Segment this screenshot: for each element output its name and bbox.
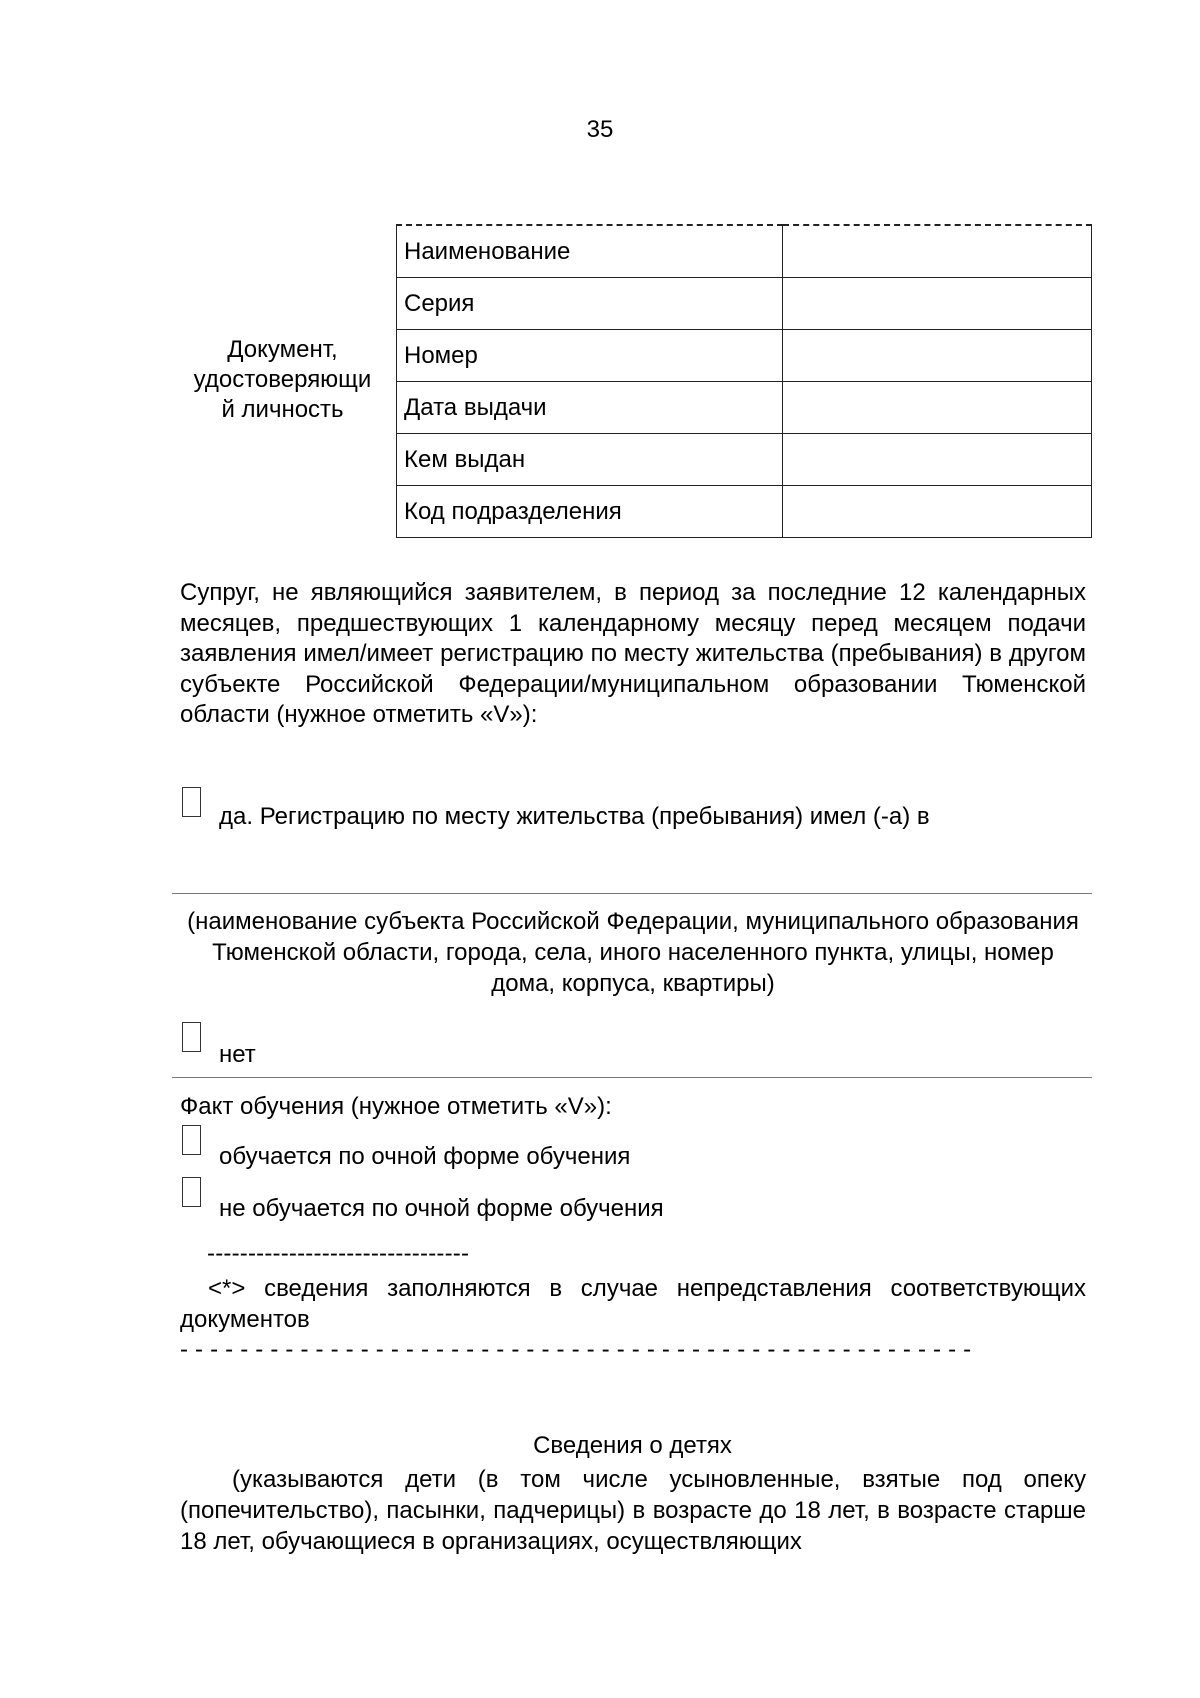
table-row [397,434,1092,486]
identity-document-label [180,335,385,425]
footnote-text [180,1273,1086,1335]
field-value-number[interactable] [783,330,1092,382]
option-yes-label: да. Регистрацию по месту жительства (пребывания) имел (-а) в [219,803,930,830]
children-section-text: (указываются дети (в том числе усыновленные, взятые под опеку (попечительство), пасынки, падчерицы) в возрасте до 18 лет, в возрасте старше 18 лет, обучающиеся в организациях, осуществляющих [180,1466,1086,1555]
identity-label-line-2: удостоверяющи [193,366,372,393]
spouse-registration-text: Супруг, не являющийся заявителем, в период за последние 12 календарных месяцев, предшествующих 1 календарному месяцу перед месяцем подачи заявления имел/имеет регистрацию по месту жительства (пребывания) в другом субъекте Российской Федерации/муниципальном образовании Тюменской области (нужное отметить «V»): [180,579,1086,728]
checkbox-fulltime[interactable] [182,1125,201,1155]
field-label-division-code: Код подразделения [397,486,783,538]
field-label-issued-by: Кем выдан [397,434,783,486]
footnote-body: <*> сведения заполняются в случае непредставления соответствующих документов [180,1275,1086,1333]
table-row [397,382,1092,434]
field-value-issue-date[interactable] [783,382,1092,434]
field-label-issue-date: Дата выдачи [397,382,783,434]
checkbox-no[interactable] [182,1022,201,1052]
section-divider [172,1077,1092,1078]
checkbox-not-fulltime[interactable] [182,1177,201,1207]
field-value-series[interactable] [783,278,1092,330]
field-value-issued-by[interactable] [783,434,1092,486]
footnote-separator: -------------------------------- [207,1240,470,1267]
identity-label-line-1: Документ, [227,336,338,363]
address-hint: (наименование субъекта Российской Федерации, муниципального образования Тюменской области, города, села, иного населенного пункта, улицы, номер дома, корпуса, квартиры) [187,908,1079,997]
footnote-dashed-rule: - - - - - - - - - - - - - - - - - - - - - - - - - - - - - - - - - - - - - - - - - - - - - - - - - - - - - [180,1336,972,1363]
page-number: 35 [586,116,614,143]
field-label-name: Наименование [397,225,783,278]
identity-label-line-3: й личность [221,396,344,423]
option-fulltime-label: обучается по очной форме обучения [219,1143,631,1170]
option-not-fulltime-label: не обучается по очной форме обучения [219,1195,664,1222]
checkbox-yes[interactable] [182,787,201,817]
identity-document-table [396,224,1092,538]
children-section-title: Сведения о детях [533,1432,732,1459]
field-label-series: Серия [397,278,783,330]
field-label-number: Номер [397,330,783,382]
table-row [397,486,1092,538]
education-title: Факт обучения (нужное отметить «V»): [180,1093,612,1120]
address-input-line[interactable] [172,893,1092,894]
field-value-division-code[interactable] [783,486,1092,538]
table-row [397,330,1092,382]
table-row [397,278,1092,330]
table-row [397,225,1092,278]
field-value-name[interactable] [783,225,1092,278]
option-no-label: нет [219,1041,256,1068]
